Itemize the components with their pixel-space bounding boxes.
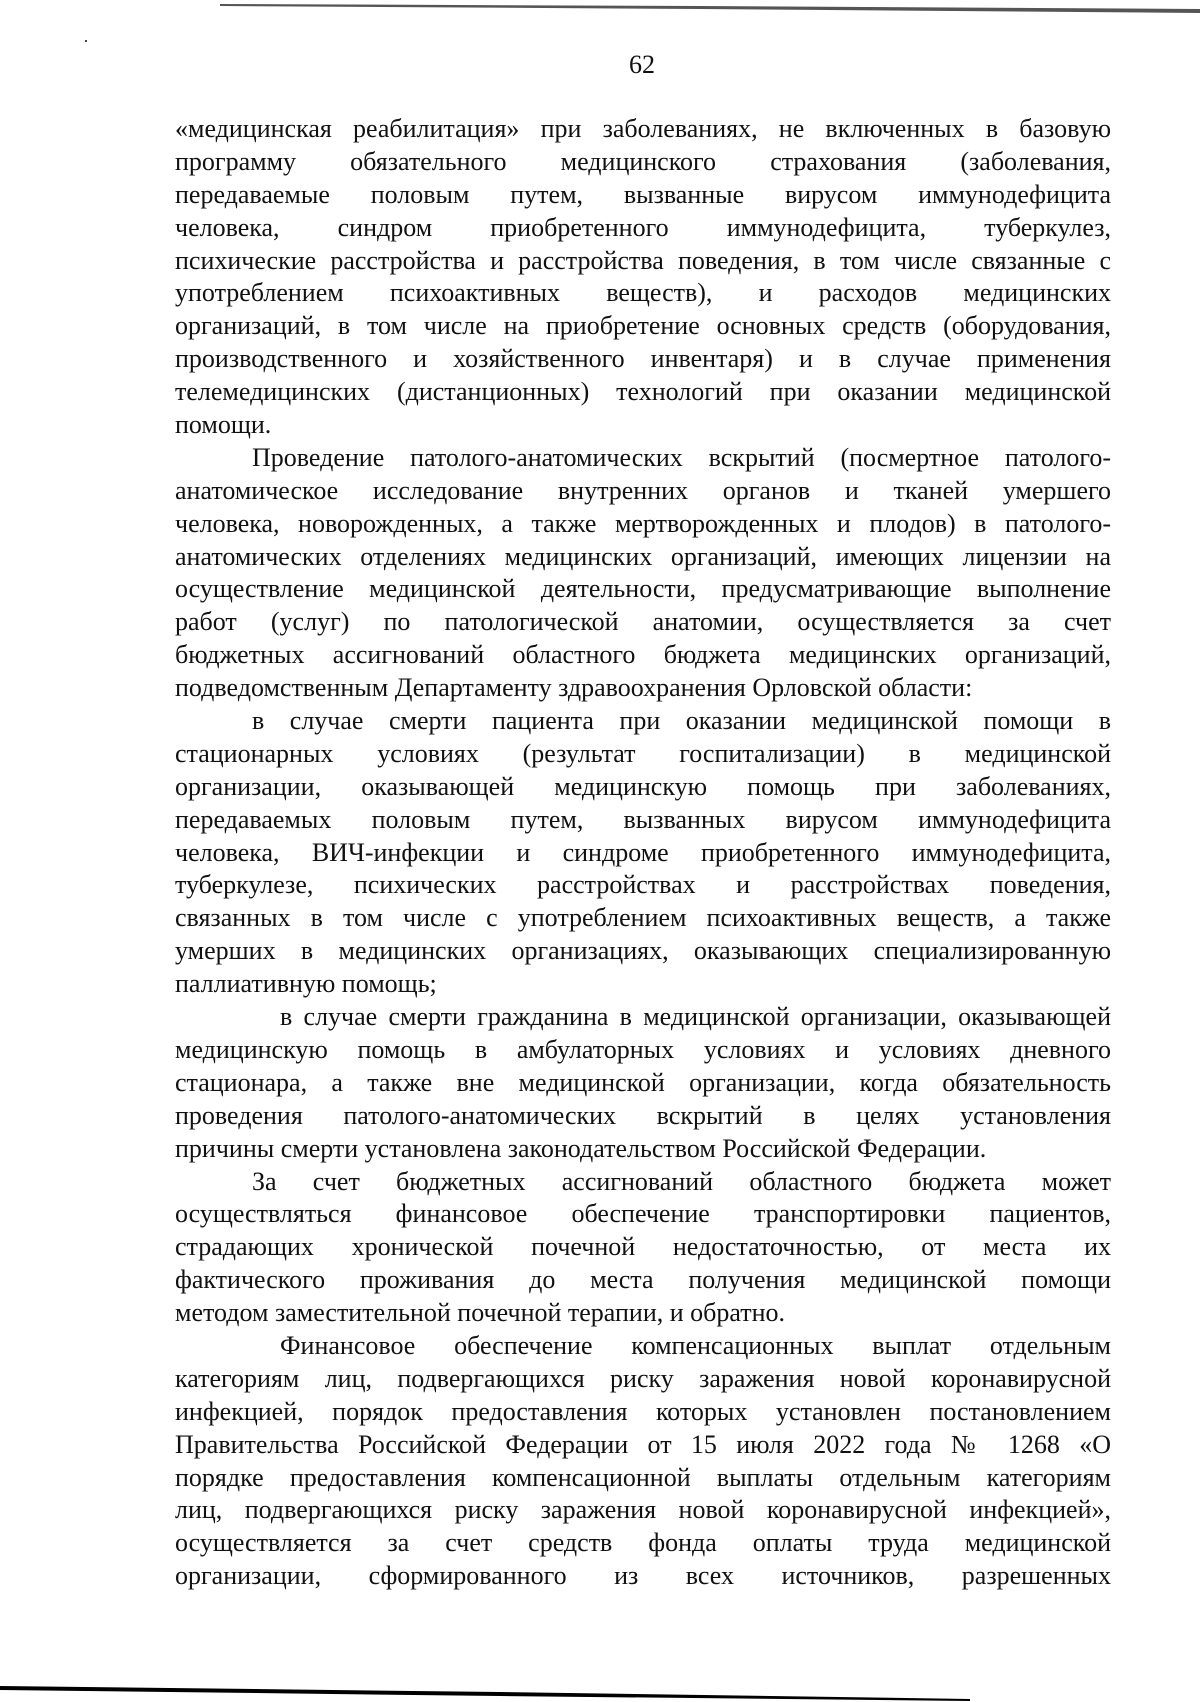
text-line: организации, сформированного из всех источников, разрешенных [175, 1561, 1111, 1591]
text-line: человека, синдром приобретенного иммунодефицита, туберкулез, [175, 212, 1111, 242]
text-line: человека, ВИЧ-инфекции и синдроме приобретенного иммунодефицита, [175, 837, 1111, 867]
text-line: подведомственным Департаменту здравоохранения Орловской области: [175, 673, 973, 703]
text-line: осуществляется за счет средств фонда оплаты труда медицинской [175, 1528, 1111, 1558]
text-line: туберкулезе, психических расстройствах и расстройствах поведения, [175, 870, 1111, 900]
text-line: в случае смерти пациента при оказании медицинской помощи в [252, 706, 1111, 736]
text-line: связанных в том числе с употреблением психоактивных веществ, а также [175, 903, 1111, 933]
top-scan-edge-line [220, 4, 1200, 13]
text-line: фактического проживания до места получения медицинской помощи [175, 1265, 1111, 1295]
text-line: Правительства Российской Федерации от 15 июля 2022 года № 1268 «О [175, 1429, 1111, 1459]
page-number: 62 [629, 50, 655, 79]
text-line: производственного и хозяйственного инвентаря) и в случае применения [175, 344, 1111, 374]
text-line: употреблением психоактивных веществ), и расходов медицинских [175, 278, 1111, 308]
bottom-scan-edge-line [0, 1686, 970, 1701]
text-line: методом заместительной почечной терапии, и обратно. [175, 1298, 786, 1328]
paragraph [175, 1001, 1111, 1165]
text-line: программу обязательного медицинского страхования (заболевания, [175, 146, 1111, 176]
text-line: передаваемых половым путем, вызванных вирусом иммунодефицита [175, 804, 1111, 834]
text-line: паллиативную помощь; [175, 969, 437, 999]
text-line: проведения патолого-анатомических вскрытий в целях установления [175, 1100, 1111, 1130]
text-line: помощи. [175, 410, 272, 440]
text-line: стационара, а также вне медицинской организации, когда обязательность [175, 1067, 1111, 1097]
text-line: организации, оказывающей медицинскую помощь при заболеваниях, [175, 771, 1111, 801]
text-line: За счет бюджетных ассигнований областного бюджета может [252, 1166, 1111, 1196]
text-line: передаваемые половым путем, вызванные вирусом иммунодефицита [175, 179, 1111, 209]
text-line: осуществление медицинской деятельности, предусматривающие выполнение [175, 574, 1111, 604]
document-body [175, 113, 1111, 1593]
text-line: работ (услуг) по патологической анатомии, осуществляется за счет [175, 607, 1111, 637]
text-line: телемедицинских (дистанционных) технологий при оказании медицинской [175, 377, 1111, 407]
paragraph [175, 705, 1111, 1001]
text-line: организаций, в том числе на приобретение основных средств (оборудования, [175, 311, 1111, 341]
text-line: анатомическое исследование внутренних органов и тканей умершего [175, 475, 1111, 505]
text-line: категориям лиц, подвергающихся риску заражения новой коронавирусной [175, 1363, 1111, 1393]
text-line: человека, новорожденных, а также мертворожденных и плодов) в патолого- [175, 508, 1111, 538]
text-line: анатомических отделениях медицинских организаций, имеющих лицензии на [175, 541, 1111, 571]
text-line: лиц, подвергающихся риску заражения новой коронавирусной инфекцией», [175, 1495, 1111, 1525]
text-line: Финансовое обеспечение компенсационных выплат отдельным [280, 1330, 1111, 1360]
text-line: страдающих хронической почечной недостаточностью, от места их [175, 1232, 1111, 1262]
text-line: медицинскую помощь в амбулаторных условиях и условиях дневного [175, 1034, 1111, 1064]
paragraph [175, 1330, 1111, 1593]
text-line: стационарных условиях (результат госпитализации) в медицинской [175, 738, 1111, 768]
text-line: причины смерти установлена законодательством Российской Федерации. [175, 1133, 987, 1163]
text-line: «медицинская реабилитация» при заболеваниях, не включенных в базовую [175, 114, 1111, 143]
text-line: осуществляться финансовое обеспечение транспортировки пациентов, [175, 1199, 1111, 1229]
paragraph [175, 1166, 1111, 1330]
text-line: Проведение патолого-анатомических вскрытий (посмертное патолого- [252, 442, 1111, 472]
scan-speck [85, 40, 87, 42]
text-line: в случае смерти гражданина в медицинской организации, оказывающей [280, 1002, 1111, 1032]
text-line: умерших в медицинских организациях, оказывающих специализированную [175, 936, 1111, 966]
text-line: психические расстройства и расстройства поведения, в том числе связанные с [175, 245, 1111, 275]
text-line: инфекцией, порядок предоставления которых установлен постановлением [175, 1396, 1111, 1426]
paragraph [175, 442, 1111, 705]
text-line: порядке предоставления компенсационной выплаты отдельным категориям [175, 1462, 1111, 1492]
text-line: бюджетных ассигнований областного бюджета медицинских организаций, [175, 640, 1111, 670]
paragraph [175, 113, 1111, 442]
